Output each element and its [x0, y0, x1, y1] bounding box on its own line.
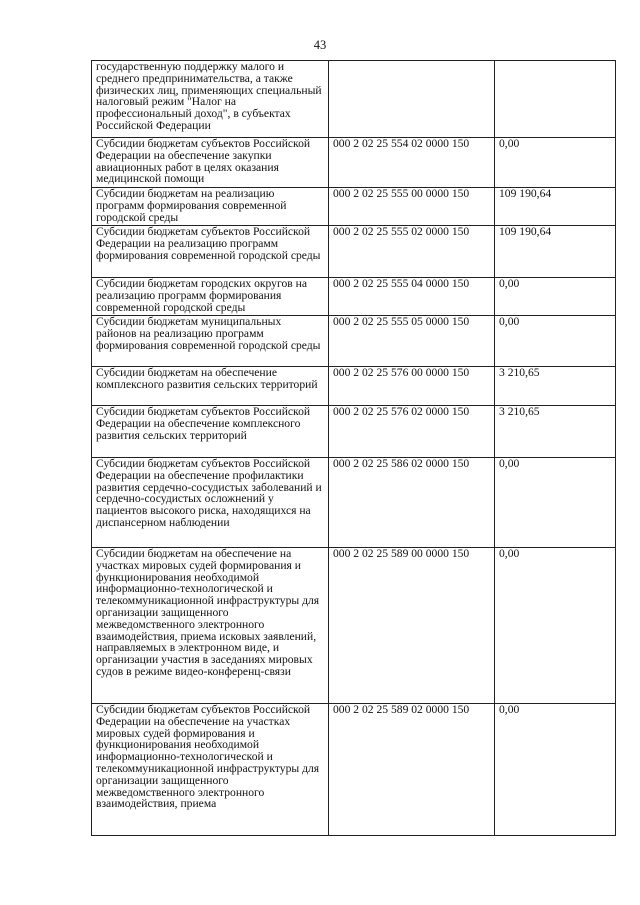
table-row	[92, 138, 616, 188]
row-code: 000 2 02 25 555 02 0000 150	[329, 226, 495, 278]
row-code: 000 2 02 25 555 00 0000 150	[329, 188, 495, 226]
row-amount: 109 190,64	[495, 226, 616, 278]
row-name: Субсидии бюджетам на обеспечение комплексного развития сельских территорий	[92, 367, 329, 406]
row-amount: 0,00	[495, 316, 616, 367]
row-code: 000 2 02 25 589 00 0000 150	[329, 548, 495, 704]
row-code: 000 2 02 25 576 02 0000 150	[329, 406, 495, 458]
row-name: Субсидии бюджетам муниципальных районов на реализацию программ формирования современной городской среды	[92, 316, 329, 367]
table-row	[92, 406, 616, 458]
row-name: Субсидии бюджетам субъектов Российской Федерации на реализацию программ формирования современной городской среды	[92, 226, 329, 278]
row-name: Субсидии бюджетам субъектов Российской Федерации на обеспечение на участках мировых судей формирования и функционирования необходимой информационно-технологической и телекоммуникационной инфраструктуры для организации защищенного межведомственного электронного взаимодействия, приема	[92, 704, 329, 836]
row-name: государственную поддержку малого и среднего предпринимательства, а также физических лиц, применяющих специальный налоговый режим "Налог на профессиональный доход", в субъектах Российской Федерации	[92, 61, 329, 138]
row-name: Субсидии бюджетам городских округов на реализацию программ формирования современной городской среды	[92, 278, 329, 316]
table-row	[92, 226, 616, 278]
row-code: 000 2 02 25 576 00 0000 150	[329, 367, 495, 406]
row-amount: 3 210,65	[495, 367, 616, 406]
row-amount: 0,00	[495, 458, 616, 548]
row-amount: 0,00	[495, 704, 616, 836]
row-name: Субсидии бюджетам субъектов Российской Федерации на обеспечение закупки авиационных работ в целях оказания медицинской помощи	[92, 138, 329, 188]
row-name: Субсидии бюджетам субъектов Российской Федерации на обеспечение профилактики развития сердечно-сосудистых заболеваний и сердечно-сосудистых осложнений у пациентов высокого риска, находящихся на диспансерном наблюдении	[92, 458, 329, 548]
table-row	[92, 61, 616, 138]
row-code: 000 2 02 25 554 02 0000 150	[329, 138, 495, 188]
row-name: Субсидии бюджетам субъектов Российской Федерации на обеспечение комплексного развития сельских территорий	[92, 406, 329, 458]
table-row	[92, 188, 616, 226]
row-code: 000 2 02 25 555 04 0000 150	[329, 278, 495, 316]
row-name: Субсидии бюджетам на обеспечение на участках мировых судей формирования и функционирования необходимой информационно-технологической и телекоммуникационной инфраструктуры для организации защищенного межведомственного электронного взаимодействия, приема исковых заявлений, направляемых в электронном виде, и организации участия в заседаниях мировых судов в режиме видео-конференц-связи	[92, 548, 329, 704]
row-code: 000 2 02 25 555 05 0000 150	[329, 316, 495, 367]
table-row	[92, 458, 616, 548]
row-amount: 0,00	[495, 138, 616, 188]
budget-table	[91, 60, 616, 836]
row-code	[329, 61, 495, 138]
table-row	[92, 704, 616, 836]
row-code: 000 2 02 25 586 02 0000 150	[329, 458, 495, 548]
table-row	[92, 548, 616, 704]
row-amount: 109 190,64	[495, 188, 616, 226]
row-code: 000 2 02 25 589 02 0000 150	[329, 704, 495, 836]
page-number: 43	[313, 38, 327, 52]
row-name: Субсидии бюджетам на реализацию программ формирования современной городской среды	[92, 188, 329, 226]
row-amount	[495, 61, 616, 138]
row-amount: 3 210,65	[495, 406, 616, 458]
row-amount: 0,00	[495, 548, 616, 704]
table-row	[92, 278, 616, 316]
row-amount: 0,00	[495, 278, 616, 316]
table-row	[92, 316, 616, 367]
table-row	[92, 367, 616, 406]
